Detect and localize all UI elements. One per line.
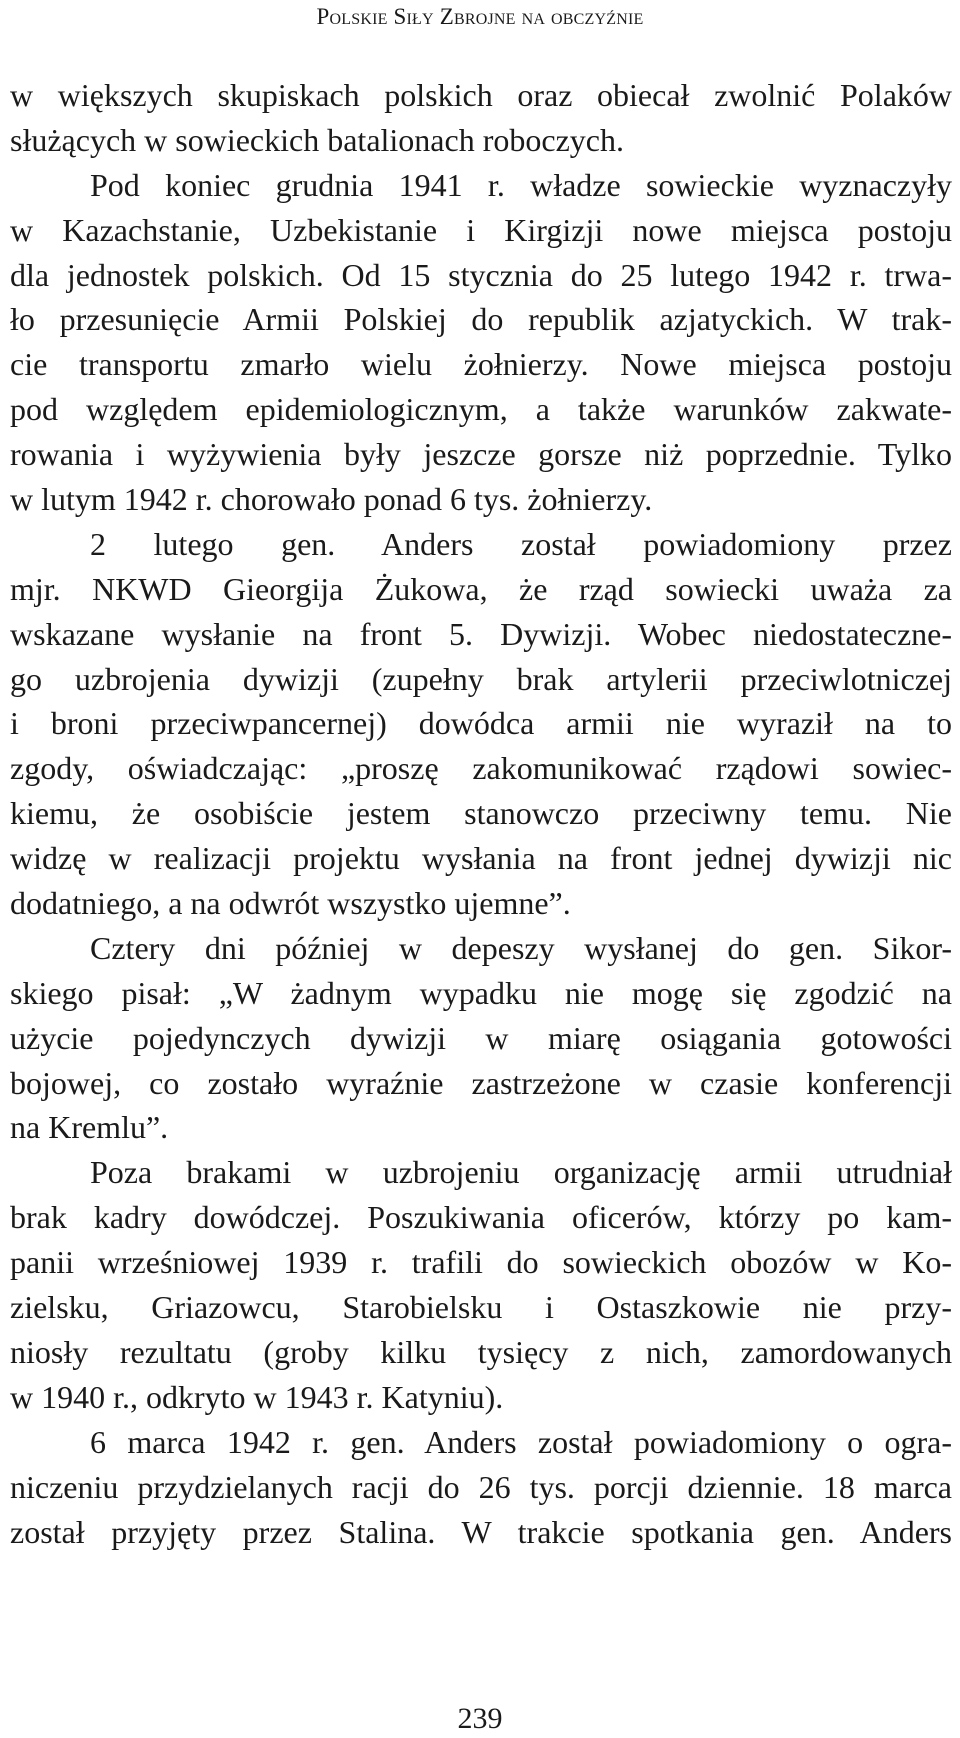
- text-line: ło przesunięcie Armii Polskiej do republik azjatyckich. W trak-: [10, 301, 952, 338]
- text-line: na Kremlu”.: [10, 1109, 169, 1146]
- text-line: bojowej, co zostało wyraźnie zastrzeżone w czasie konferencji: [10, 1064, 952, 1101]
- text-line: pod względem epidemiologicznym, a także warunków zakwate-: [10, 391, 952, 428]
- text-line: dodatniego, a na odwrót wszystko ujemne”.: [10, 885, 571, 922]
- text-line: kiemu, że osobiście jestem stanowczo przeciwny temu. Nie: [10, 795, 952, 832]
- text-line: wskazane wysłanie na front 5. Dywizji. Wobec niedostateczne-: [10, 615, 952, 652]
- text-line: skiego pisał: „W żadnym wypadku nie mogę się zgodzić na: [10, 974, 952, 1011]
- text-line: w Kazachstanie, Uzbekistanie i Kirgizji nowe miejsca postoju: [10, 211, 952, 248]
- text-line: 2 lutego gen. Anders został powiadomiony przez: [90, 525, 952, 562]
- text-line: w 1940 r., odkryto w 1943 r. Katyniu).: [10, 1378, 504, 1415]
- text-line: Pod koniec grudnia 1941 r. władze sowieckie wyznaczyły: [90, 166, 952, 203]
- text-line: 6 marca 1942 r. gen. Anders został powiadomiony o ogra-: [90, 1423, 952, 1460]
- text-line: służących w sowieckich batalionach roboczych.: [10, 121, 624, 158]
- text-line: cie transportu zmarło wielu żołnierzy. Nowe miejsca postoju: [10, 346, 952, 383]
- text-line: użycie pojedynczych dywizji w miarę osiągania gotowości: [10, 1019, 952, 1056]
- text-line: Poza brakami w uzbrojeniu organizację armii utrudniał: [90, 1154, 952, 1191]
- text-line: mjr. NKWD Gieorgija Żukowa, że rząd sowiecki uważa za: [10, 570, 952, 607]
- text-line: Cztery dni później w depeszy wysłanej do gen. Sikor-: [90, 929, 952, 966]
- text-line: go uzbrojenia dywizji (zupełny brak artylerii przeciwlotniczej: [10, 660, 952, 697]
- text-line: w większych skupiskach polskich oraz obiecał zwolnić Polaków: [10, 77, 952, 113]
- text-line: w lutym 1942 r. chorowało ponad 6 tys. żołnierzy.: [10, 481, 653, 518]
- text-line: zielsku, Griazowcu, Starobielsku i Ostaszkowie nie przy-: [10, 1289, 952, 1326]
- text-line: i broni przeciwpancernej) dowódca armii nie wyraził na to: [10, 705, 952, 742]
- text-line: rowania i wyżywienia były jeszcze gorsze niż poprzednie. Tylko: [10, 436, 952, 473]
- text-line: zgody, oświadczając: „proszę zakomunikować rządowi sowiec-: [10, 750, 952, 787]
- text-line: został przyjęty przez Stalina. W trakcie spotkania gen. Anders: [10, 1513, 952, 1550]
- text-line: widzę w realizacji projektu wysłania na front jednej dywizji nic: [10, 840, 952, 877]
- text-line: niosły rezultatu (groby kilku tysięcy z nich, zamordowanych: [10, 1333, 952, 1370]
- text-line: niczeniu przydzielanych racji do 26 tys. porcji dziennie. 18 marca: [10, 1468, 952, 1505]
- text-line: panii wrześniowej 1939 r. trafili do sowieckich obozów w Ko-: [10, 1244, 952, 1281]
- text-line: dla jednostek polskich. Od 15 stycznia do 25 lutego 1942 r. trwa-: [10, 256, 952, 293]
- text-line: brak kadry dowódczej. Poszukiwania oficerów, którzy po kam-: [10, 1199, 952, 1236]
- page-number: 239: [457, 1702, 503, 1735]
- body-text: [10, 73, 952, 1554]
- running-head: Polskie Siły Zbrojne na obczyźnie: [316, 4, 644, 29]
